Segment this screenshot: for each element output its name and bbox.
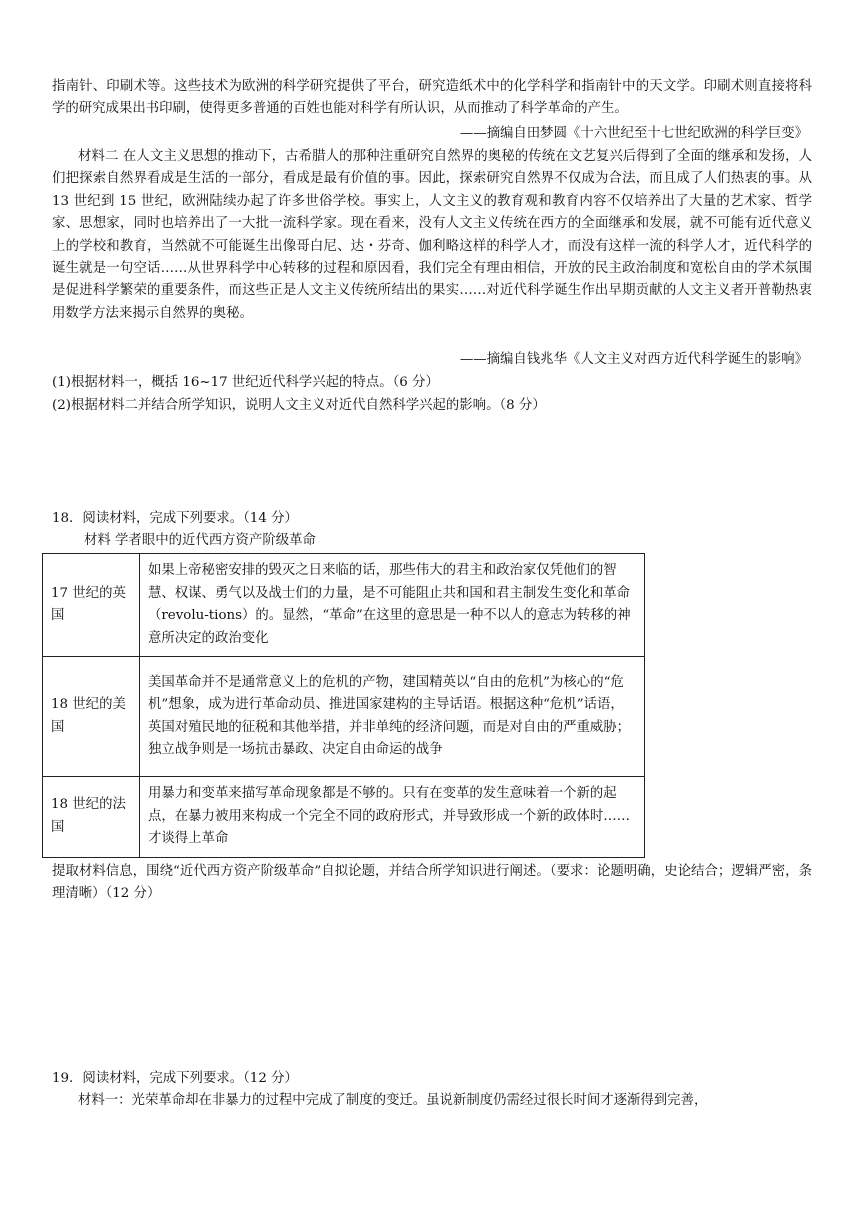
question-17-1: (1)根据材料一，概括 16~17 世纪近代科学兴起的特点。（6 分） [52, 375, 439, 390]
row-label: 18 世纪的美国 [43, 657, 140, 777]
row-label: 18 世纪的法国 [43, 777, 140, 858]
row-text: 用暴力和变革来描写革命现象都是不够的。只有在变革的发生意味着一个新的起点，在暴力被用来构成一个完全不同的政府形式，并导致形成一个新的政体时……才谈得上革命 [140, 777, 645, 858]
table-row [43, 657, 645, 777]
question-18-task: 提取材料信息，围绕“近代西方资产阶级革命”自拟论题，并结合所学知识进行阐述。（要求：论题明确，史论结合；逻辑严密，条理清晰）（12 分） [52, 864, 812, 902]
row-text: 如果上帝秘密安排的毁灭之日来临的话，那些伟大的君主和政治家仅凭他们的智慧、权谋、勇气以及战士们的力量，是不可能阻止共和国和君主制发生变化和革命（revolu-tions）的。显然，“革命”在这里的意思是一种不以人的意志为转移的神意所决定的政治变化 [140, 554, 645, 657]
material-two-source: ——摘编自钱兆华《人文主义对西方近代科学诞生的影响》 [459, 352, 808, 367]
table-row [43, 554, 645, 657]
material-table [42, 553, 645, 858]
row-text: 美国革命并不是通常意义上的危机的产物，建国精英以“自由的危机”为核心的“危机”想象，成为进行革命动员、推进国家建构的主导话语。根据这种“危机”话语，英国对殖民地的征税和其他举措，并非单纯的经济问题，而是对自由的严重威胁；独立战争则是一场抗击暴政、决定自由命运的战争 [140, 657, 645, 777]
question-19-material-one: 材料一：光荣革命却在非暴力的过程中完成了制度的变迁。虽说新制度仍需经过很长时间才逐渐得到完善， [78, 1093, 708, 1108]
table-row [43, 777, 645, 858]
material-one-tail: 指南针、印刷术等。这些技术为欧洲的科学研究提供了平台，研究造纸术中的化学科学和指南针中的天文学。印刷术则直接将科学的研究成果出书印刷，使得更多普通的百姓也能对科学有所认识，从而推动了科学革命的产生。 [52, 79, 812, 117]
question-17-2: (2)根据材料二并结合所学知识，说明人文主义对近代自然科学兴起的影响。（8 分） [52, 398, 546, 413]
row-label: 17 世纪的英国 [43, 554, 140, 657]
question-18-material-title: 材料 学者眼中的近代西方资产阶级革命 [84, 533, 316, 548]
material-two-text: 材料二 在人文主义思想的推动下，古希腊人的那种注重研究自然界的奥秘的传统在文艺复兴后得到了全面的继承和发扬，人们把探索自然界看成是生活的一部分，看成是最有价值的事。因此，探索研究自然界不仅成为合法，而且成了人们热衷的事。从 13 世纪到 15 世纪，欧洲陆续办起了许多世俗学校。事实上，人文主义的教育观和教育内容不仅培养出了大量的艺术家、哲学家、思想家，同时也培养出了一大批一流科学家。现在看来，没有人文主义传统在西方的全面继承和发展，就不可能有近代意义上的学校和教育，当然就不可能诞生出像哥白尼、达・芬奇、伽利略这样的科学人才，而没有这样一流的科学人才，近代科学的诞生就是一句空话……从世界科学中心转移的过程和原因看，我们完全有理由相信，开放的民主政治制度和宽松自由的学术氛围是促进科学繁荣的重要条件，而这些正是人文主义传统所结出的果实……对近代科学诞生作出早期贡献的人文主义者开普勒热衷用数学方法来揭示自然界的奥秘。 [52, 149, 812, 321]
material-one-source: ——摘编自田梦圆《十六世纪至十七世纪欧洲的科学巨变》 [459, 126, 808, 141]
question-18-heading: 18．阅读材料，完成下列要求。（14 分） [52, 511, 298, 526]
question-19-heading: 19．阅读材料，完成下列要求。（12 分） [52, 1071, 298, 1086]
